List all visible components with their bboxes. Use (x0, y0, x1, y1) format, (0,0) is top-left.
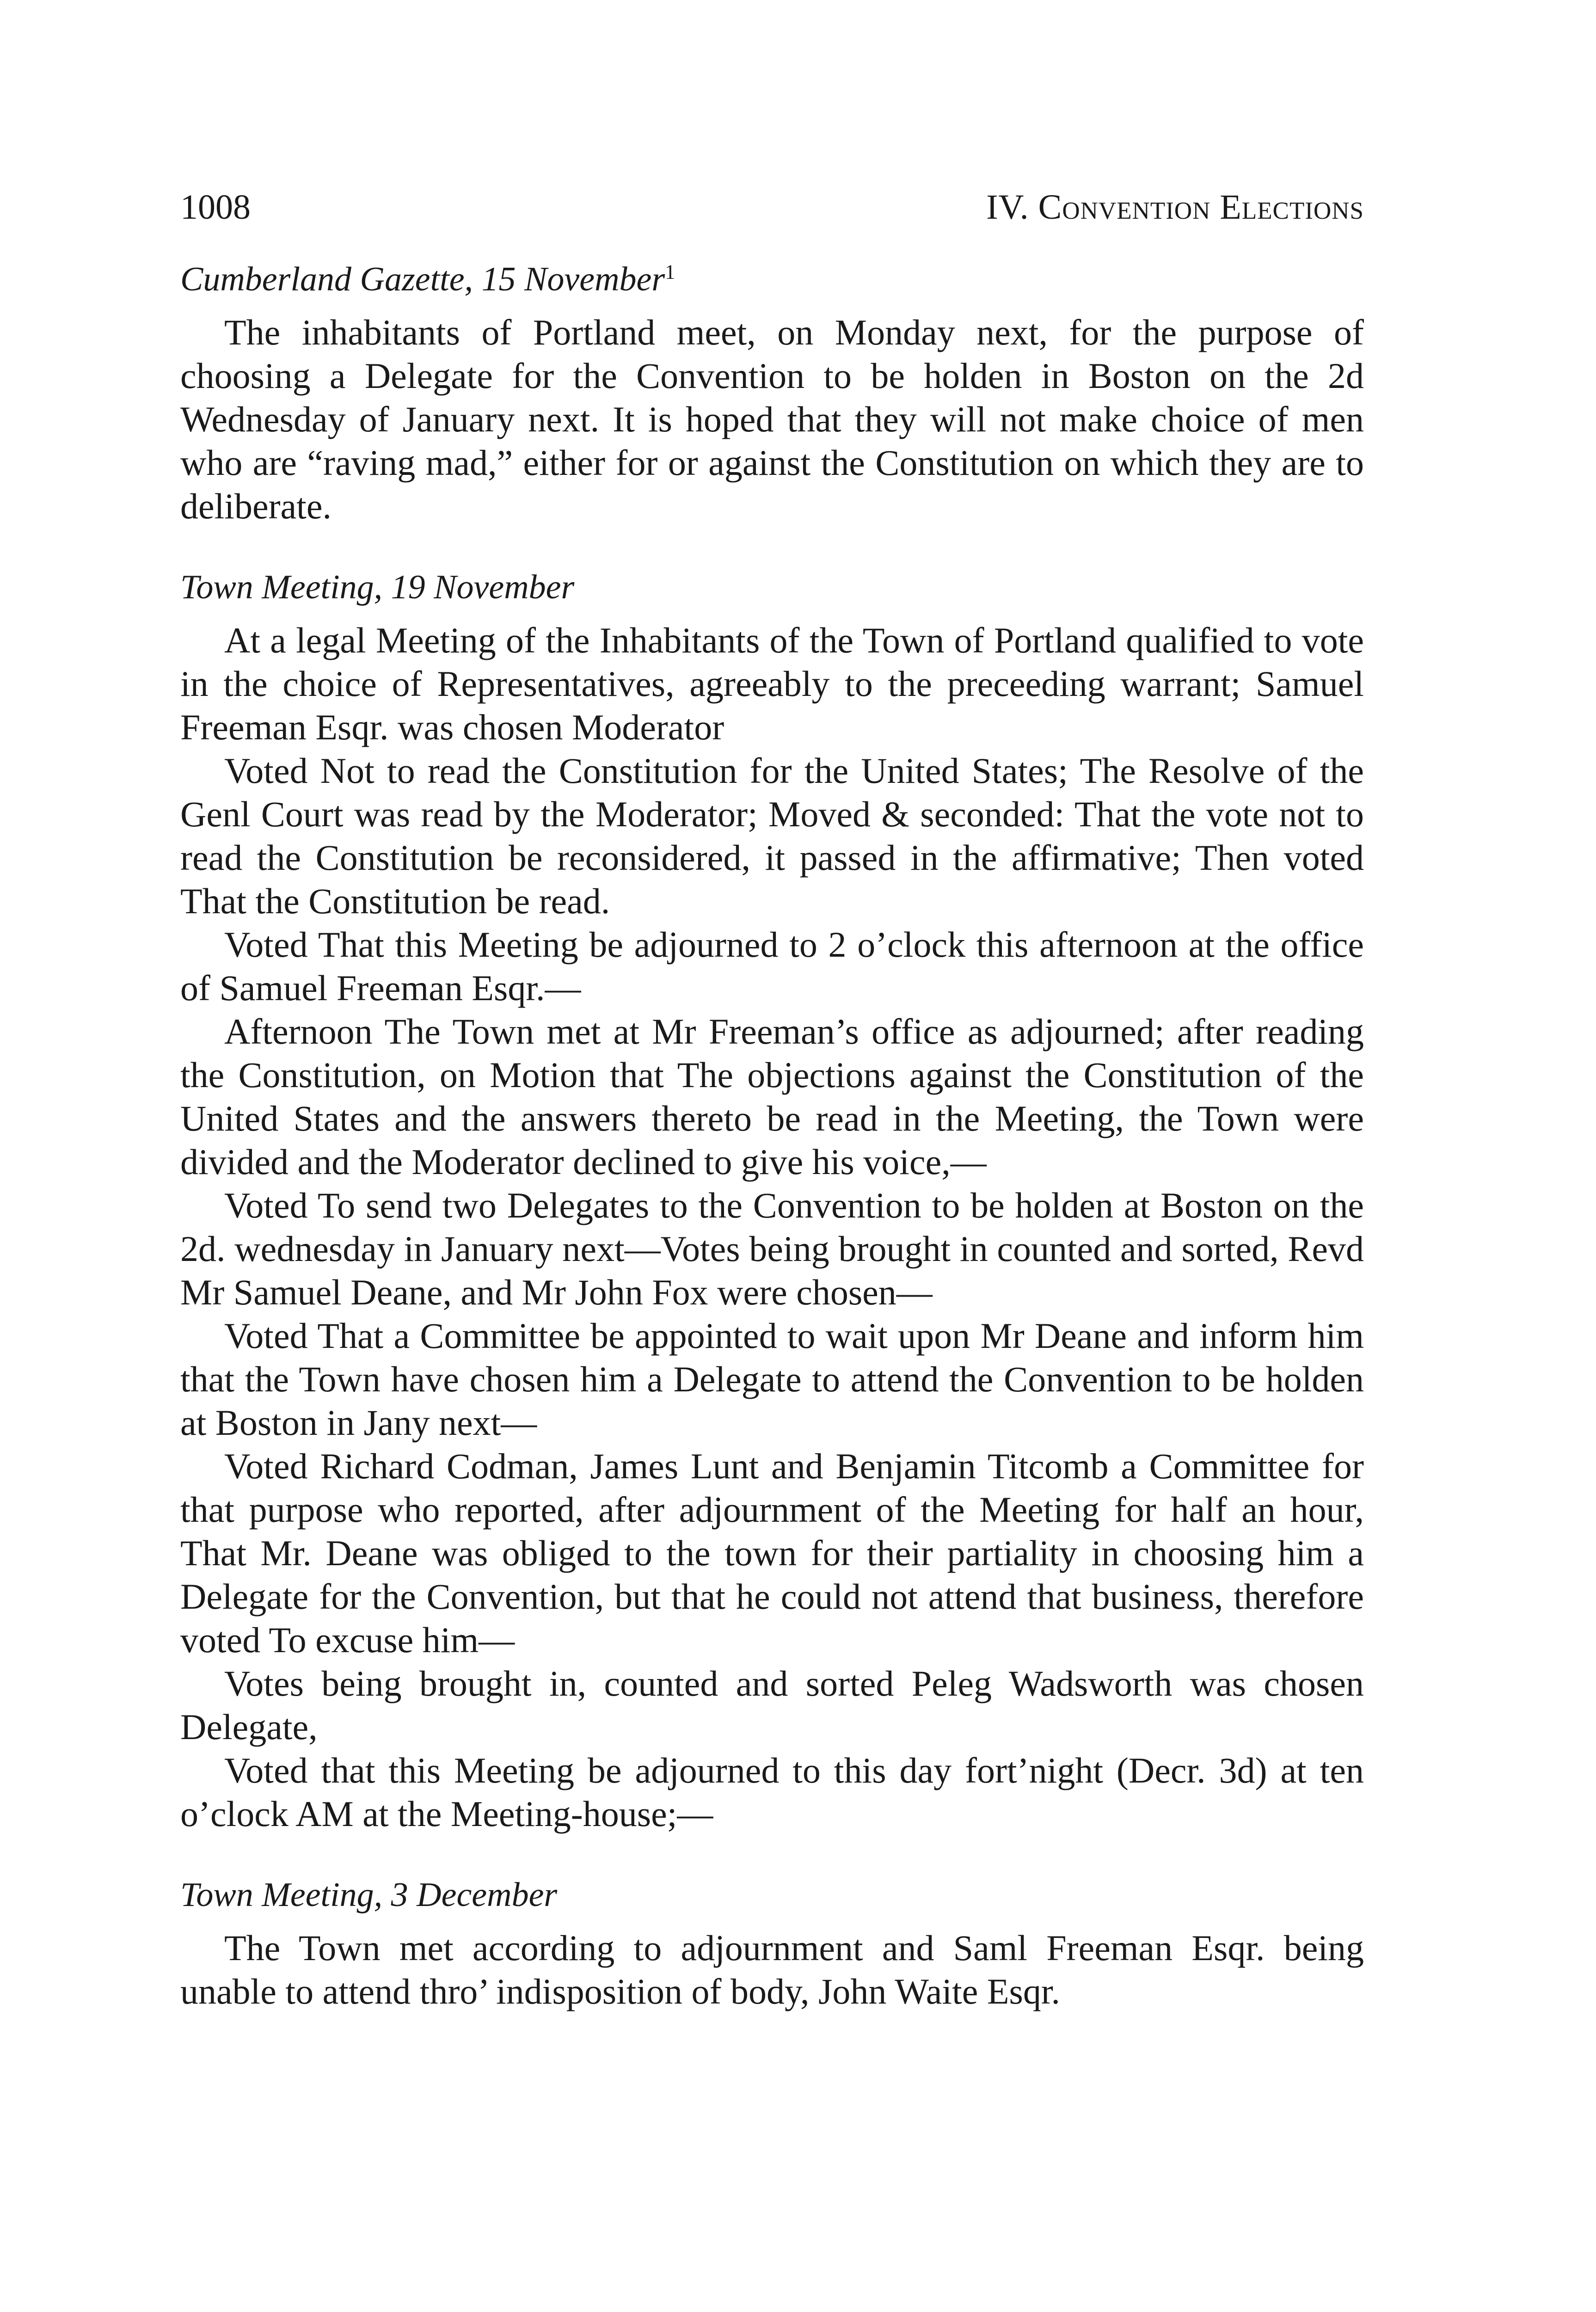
paragraph: Voted That a Committee be appointed to wait upon Mr Deane and inform him that the Town have chosen him a Delegate to attend the Convention to be holden at Boston in Jany next— (180, 1316, 1364, 1443)
paragraph: Voted that this Meeting be adjourned to this day fort’night (Decr. 3d) at ten o’clock AM at the Meeting-house;— (180, 1750, 1364, 1834)
paragraph: Voted Richard Codman, James Lunt and Benjamin Titcomb a Committee for that purpose who reported, after adjournment of the Meeting for half an hour, That Mr. Deane was obliged to the town for their partiality in choosing him a Delegate for the Convention, but that he could not attend that business, therefore voted To excuse him— (180, 1446, 1364, 1660)
page-number: 1008 (180, 188, 251, 227)
paragraph: At a legal Meeting of the Inhabitants of the Town of Portland qualified to vote in the choice of Representatives, agreeably to the preceeding warrant; Samuel Freeman Esqr. was chosen Moderator (180, 620, 1364, 747)
paragraph: The inhabitants of Portland meet, on Monday next, for the purpose of choosing a Delegate for the Convention to be holden in Boston on the 2d Wednesday of January next. It is hoped that they will not make choice of men who are “raving mad,” either for or against the Constitution on which they are to deliberate. (180, 312, 1364, 526)
paragraph: Voted Not to read the Constitution for the United States; The Resolve of the Genl Court was read by the Moderator; Moved & seconded: That the vote not to read the Constitution be reconsidered, it passed in the affirmative; Then voted That the Constitution be read. (180, 750, 1364, 921)
section-town-meeting-3-december (180, 1873, 1364, 2013)
running-title: IV. Convention Elections (986, 188, 1364, 227)
section-town-meeting-19-november (180, 565, 1364, 1836)
paragraph: The Town met according to adjournment and Saml Freeman Esqr. being unable to attend thro’ indisposition of body, John Waite Esqr. (180, 1928, 1364, 2011)
section-heading: Town Meeting, 3 December (180, 1876, 558, 1914)
paragraph: Afternoon The Town met at Mr Freeman’s office as adjourned; after reading the Constitution, on Motion that The objections against the Constitution of the United States and the answers thereto be read in the Meeting, the Town were divided and the Moderator declined to give his voice,— (180, 1011, 1364, 1182)
section-heading: Cumberland Gazette, 15 November$^1$ (180, 260, 675, 298)
section-cumberland-gazette (180, 257, 1364, 528)
running-head (180, 185, 1364, 229)
paragraph: Votes being brought in, counted and sorted Peleg Wadsworth was chosen Delegate, (180, 1663, 1364, 1747)
section-heading: Town Meeting, 19 November (180, 568, 575, 606)
document-page (180, 185, 1364, 2013)
paragraph: Voted To send two Delegates to the Convention to be holden at Boston on the 2d. wednesday in January next—Votes being brought in counted and sorted, Revd Mr Samuel Deane, and Mr John Fox were chosen— (180, 1185, 1364, 1312)
footnote-marker[interactable]: 1 (665, 260, 675, 283)
paragraph: Voted That this Meeting be adjourned to 2 o’clock this afternoon at the office of Samuel Freeman Esqr.— (180, 924, 1364, 1008)
